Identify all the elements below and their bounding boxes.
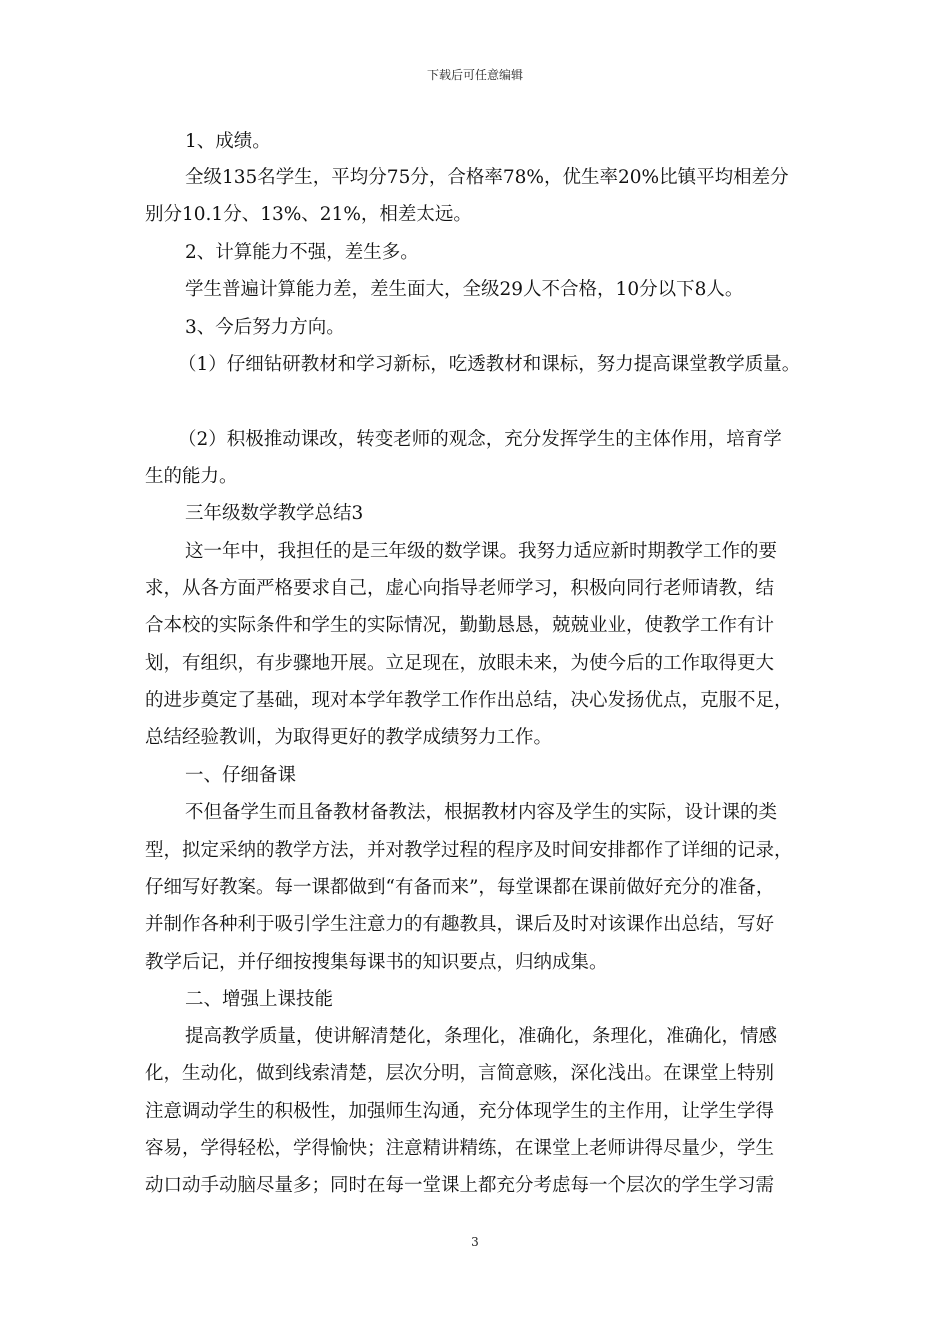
text-line: 1、成绩。 [185, 131, 271, 152]
text-line: （1）仔细钻研教材和学习新标，吃透教材和课标，努力提高课堂教学质量。 [178, 354, 801, 375]
section-heading: 一、仔细备课 [185, 765, 297, 786]
text-line: 这一年中，我担任的是三年级的数学课。我努力适应新时期教学工作的要 [185, 541, 778, 562]
text-line: 化，生动化，做到线索清楚，层次分明，言简意赅，深化浅出。在课堂上特别 [145, 1063, 775, 1084]
text-line: 仔细写好教案。每一课都做到“有备而来”，每堂课都在课前做好充分的准备， [145, 877, 775, 898]
text-line: （2）积极推动课改，转变老师的观念，充分发挥学生的主体作用，培育学 [178, 429, 782, 450]
text-line: 动口动手动脑尽量多；同时在每一堂课上都充分考虑每一个层次的学生学习需 [145, 1175, 775, 1196]
text-line: 求，从各方面严格要求自己，虚心向指导老师学习，积极向同行老师请教，结 [145, 578, 775, 599]
section-title: 三年级数学教学总结3 [185, 503, 364, 524]
page-header: 下载后可任意编辑 [426, 68, 523, 82]
text-line: 合本校的实际条件和学生的实际情况，勤勤恳恳，兢兢业业，使教学工作有计 [145, 615, 775, 636]
text-line: 2、计算能力不强，差生多。 [185, 242, 419, 263]
text-line: 提高教学质量，使讲解清楚化，条理化，准确化，条理化，准确化，情感 [185, 1026, 778, 1047]
text-line: 总结经验教训，为取得更好的教学成绩努力工作。 [145, 727, 553, 748]
section-heading: 二、增强上课技能 [185, 989, 334, 1010]
text-line: 全级135名学生，平均分75分，合格率78%，优生率20%比镇平均相差分 [185, 167, 789, 188]
page-number: 3 [471, 1235, 479, 1249]
text-line: 的进步奠定了基础，现对本学年教学工作作出总结，决心发扬优点，克服不足， [145, 690, 793, 711]
text-line: 学生普遍计算能力差，差生面大，全级29人不合格，10分以下8人。 [185, 279, 744, 300]
text-line: 注意调动学生的积极性，加强师生沟通，充分体现学生的主作用，让学生学得 [145, 1101, 775, 1122]
text-line: 型，拟定采纳的教学方法，并对教学过程的程序及时间安排都作了详细的记录， [145, 840, 793, 861]
text-line: 生的能力。 [145, 466, 238, 487]
text-line: 划，有组织，有步骤地开展。立足现在，放眼未来，为使今后的工作取得更大 [145, 653, 775, 674]
text-line: 教学后记，并仔细按搜集每课书的知识要点，归纳成集。 [145, 952, 608, 973]
text-line: 容易，学得轻松，学得愉快；注意精讲精练，在课堂上老师讲得尽量少，学生 [145, 1138, 775, 1159]
text-line: 并制作各种利于吸引学生注意力的有趣教具，课后及时对该课作出总结，写好 [145, 914, 775, 935]
text-line: 3、今后努力方向。 [185, 317, 345, 338]
text-line: 不但备学生而且备教材备教法，根据教材内容及学生的实际，设计课的类 [185, 802, 778, 823]
text-line: 别分10.1分、13%、21%，相差太远。 [145, 204, 472, 225]
